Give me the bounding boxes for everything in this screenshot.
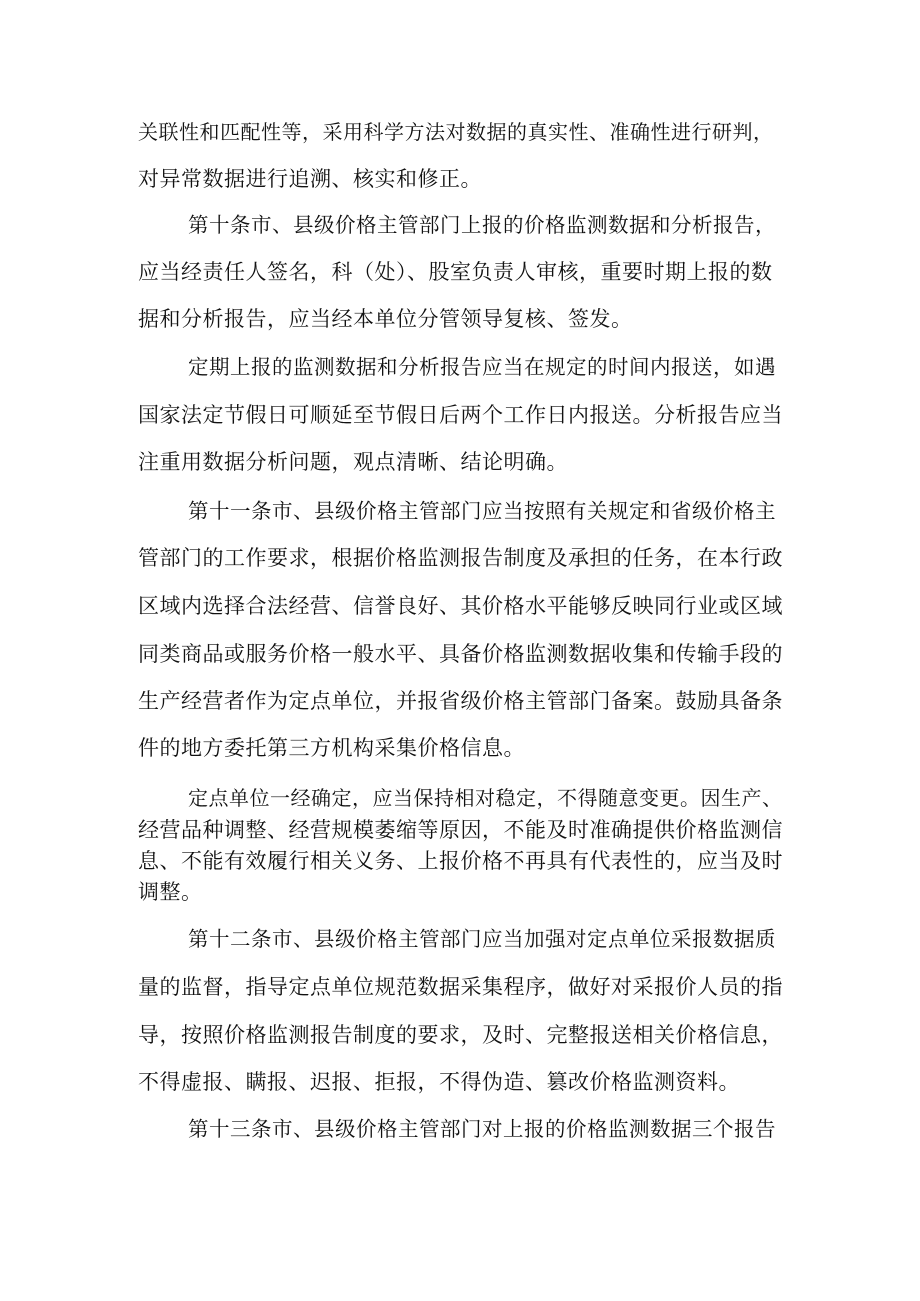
paragraph-1-line-1: 应当经责任人签名，科（处）、股室负责人审核，重要时期上报的数 — [138, 260, 773, 284]
paragraph-0-line-0: 关联性和匹配性等，采用科学方法对数据的真实性、准确性进行研判， — [138, 120, 774, 144]
paragraph-1-line-2: 据和分析报告，应当经本单位分管领导复核、签发。 — [138, 307, 633, 331]
paragraph-4-line-2: 息、不能有效履行相关义务、上报价格不再具有代表性的，应当及时 — [138, 849, 783, 873]
paragraph-3-line-5: 件的地方委托第三方机构采集价格信息。 — [138, 736, 525, 760]
paragraph-1-line-0: 第十条市、县级价格主管部门上报的价格监测数据和分析报告， — [188, 213, 776, 237]
paragraph-4-line-1: 经营品种调整、经营规模萎缩等原因，不能及时准确提供价格监测信 — [138, 818, 783, 842]
paragraph-5-line-1: 量的监督，指导定点单位规范数据采集程序，做好对采报价人员的指 — [138, 975, 783, 999]
paragraph-6-line-0: 第十三条市、县级价格主管部门对上报的价格监测数据三个报告 — [188, 1117, 776, 1141]
paragraph-5-line-3: 不得虚报、瞒报、迟报、拒报，不得伪造、篡改价格监测资料。 — [138, 1070, 740, 1094]
paragraph-2-line-0: 定期上报的监测数据和分析报告应当在规定的时间内报送，如遇 — [188, 355, 776, 379]
paragraph-5-line-2: 导，按照价格监测报告制度的要求，及时、完整报送相关价格信息， — [138, 1023, 783, 1047]
paragraph-3-line-0: 第十一条市、县级价格主管部门应当按照有关规定和省级价格主 — [188, 499, 776, 523]
paragraph-3-line-4: 生产经营者作为定点单位，并报省级价格主管部门备案。鼓励具备条 — [138, 689, 783, 713]
paragraph-3-line-2: 区域内选择合法经营、信誉良好、其价格水平能够反映同行业或区域 — [138, 594, 783, 618]
paragraph-4-line-3: 调整。 — [138, 880, 203, 904]
paragraph-2-line-1: 国家法定节假日可顺延至节假日后两个工作日内报送。分析报告应当 — [138, 403, 783, 427]
paragraph-3-line-3: 同类商品或服务价格一般水平、具备价格监测数据收集和传输手段的 — [138, 642, 783, 666]
paragraph-2-line-2: 注重用数据分析问题，观点清晰、结论明确。 — [138, 450, 568, 474]
paragraph-4-line-0: 定点单位一经确定，应当保持相对稳定，不得随意变更。因生产、 — [188, 786, 783, 810]
paragraph-0-line-1: 对异常数据进行追溯、核实和修正。 — [138, 167, 482, 191]
paragraph-5-line-0: 第十二条市、县级价格主管部门应当加强对定点单位采报数据质 — [188, 927, 776, 951]
paragraph-3-line-1: 管部门的工作要求，根据价格监测报告制度及承担的任务，在本行政 — [138, 546, 783, 570]
